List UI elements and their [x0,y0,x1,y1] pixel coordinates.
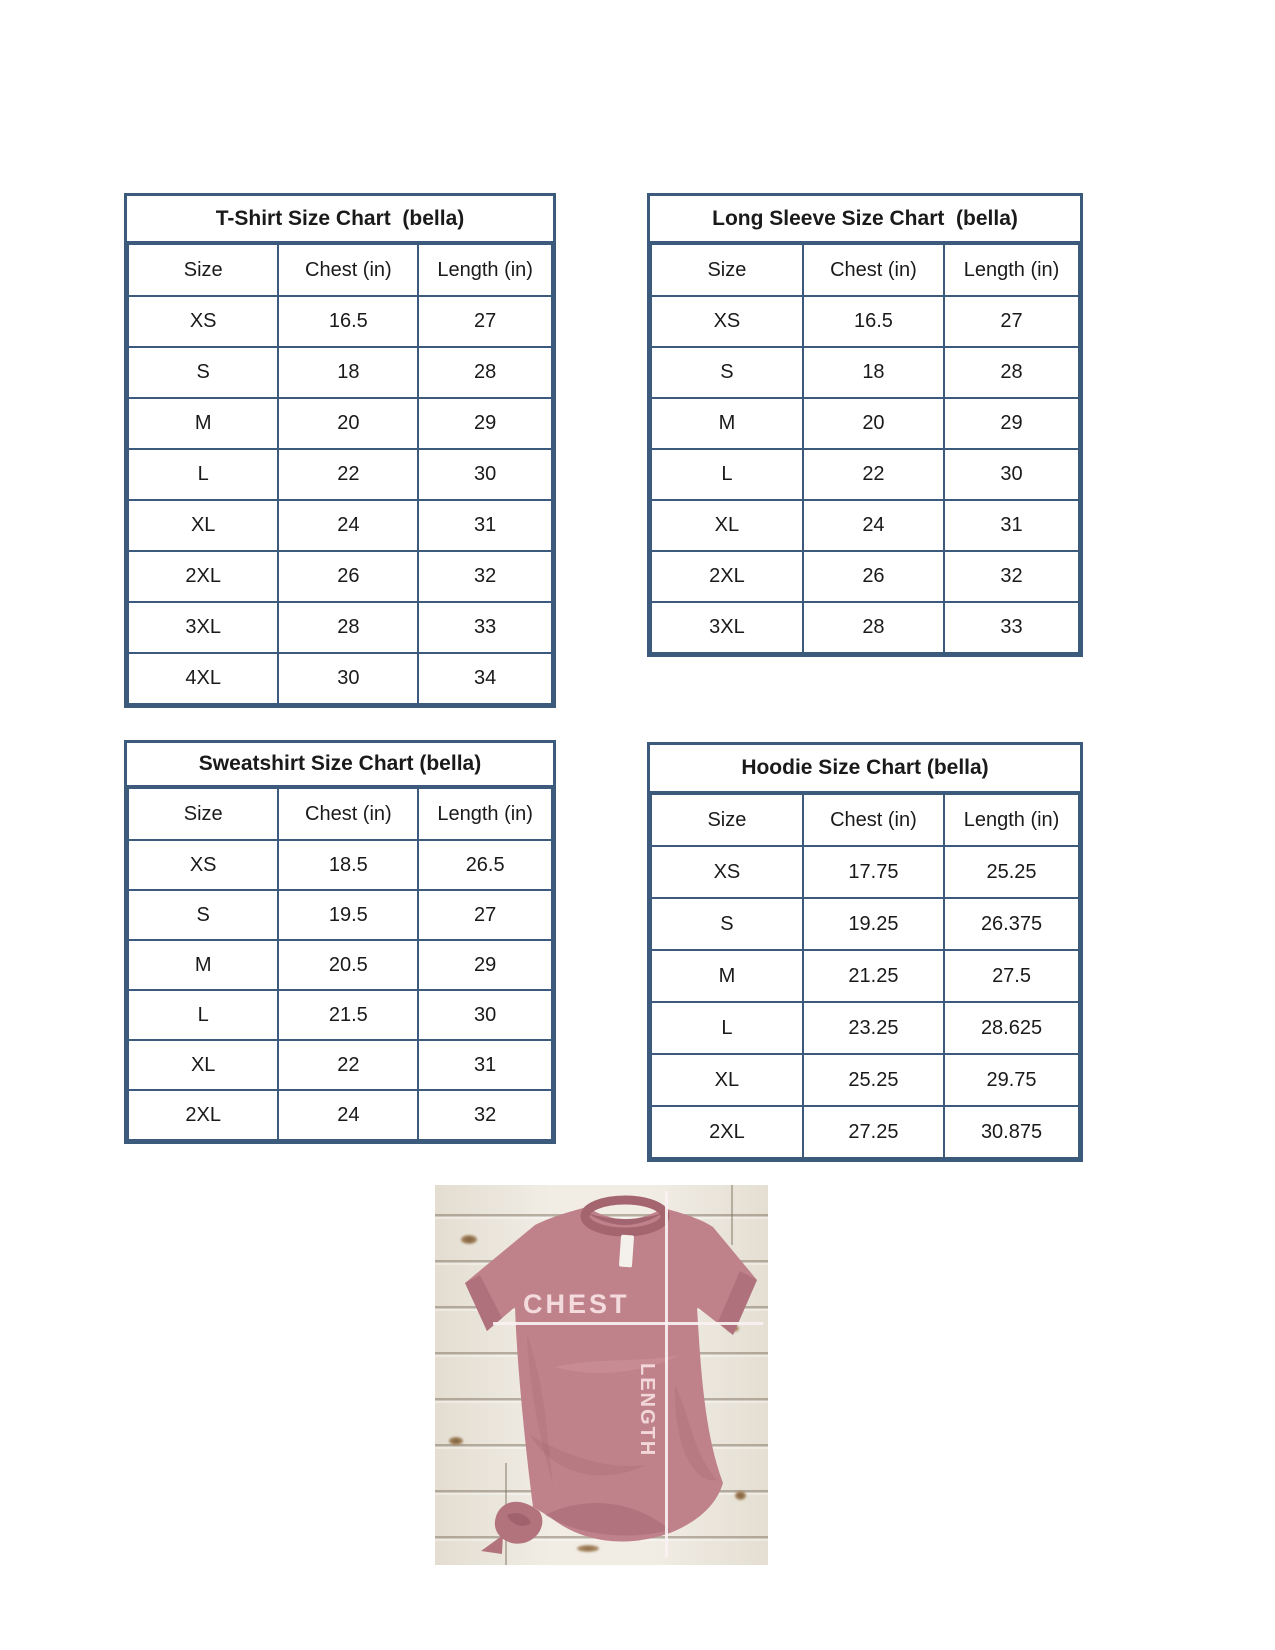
header-row [651,244,1079,296]
table-cell: 22 [803,449,944,500]
table-cell: 30 [278,653,418,704]
table-cell: 24 [803,500,944,551]
chest-measure-line [493,1322,763,1325]
column-header: Chest (in) [803,794,944,846]
table-cell: 26 [803,551,944,602]
length-measure-line [665,1191,668,1557]
table-cell: 32 [418,551,552,602]
table-cell: L [128,449,278,500]
table-row [128,551,552,602]
table-cell: 17.75 [803,846,944,898]
table-cell: 32 [944,551,1079,602]
table-row [128,1040,552,1090]
table-cell: 28 [944,347,1079,398]
table-row [651,449,1079,500]
table-title: Hoodie Size Chart (bella) [650,745,1080,793]
table-row [128,296,552,347]
table-title: Sweatshirt Size Chart (bella) [127,743,553,787]
table-cell: S [128,347,278,398]
table-cell: XS [128,296,278,347]
column-header: Chest (in) [278,788,418,840]
table-row [651,1054,1079,1106]
size-table-hoodie [647,742,1083,1162]
size-table-grid [650,243,1080,654]
table-cell: XL [651,1054,803,1106]
table-cell: 18.5 [278,840,418,890]
table-cell: L [651,1002,803,1054]
table-row [651,296,1079,347]
table-row [651,1002,1079,1054]
column-header: Chest (in) [278,244,418,296]
column-header: Size [128,788,278,840]
table-cell: 4XL [128,653,278,704]
table-cell: 28 [418,347,552,398]
column-header: Length (in) [418,244,552,296]
table-cell: L [128,990,278,1040]
table-cell: 22 [278,1040,418,1090]
table-cell: 33 [418,602,552,653]
chest-label: CHEST [523,1289,630,1319]
table-row [128,1090,552,1140]
table-cell: 31 [944,500,1079,551]
table-row [128,990,552,1040]
header-row [651,794,1079,846]
table-cell: 29 [418,398,552,449]
table-cell: XS [651,296,803,347]
table-cell: 19.25 [803,898,944,950]
table-cell: M [128,940,278,990]
table-cell: 18 [803,347,944,398]
size-table-grid [127,243,553,705]
table-cell: 30 [418,449,552,500]
table-title: T-Shirt Size Chart (bella) [127,196,553,243]
column-header: Length (in) [944,794,1079,846]
table-row [651,551,1079,602]
table-cell: 30.875 [944,1106,1079,1158]
table-row [128,602,552,653]
column-header: Length (in) [418,788,552,840]
table-cell: 26.5 [418,840,552,890]
table-cell: 27.5 [944,950,1079,1002]
table-cell: 19.5 [278,890,418,940]
column-header: Length (in) [944,244,1079,296]
table-cell: 22 [278,449,418,500]
table-row [651,950,1079,1002]
table-row [128,347,552,398]
table-cell: M [128,398,278,449]
table-cell: 29 [944,398,1079,449]
table-cell: 3XL [651,602,803,653]
table-cell: 24 [278,500,418,551]
table-cell: M [651,398,803,449]
size-table-grid [127,787,553,1141]
table-row [651,1106,1079,1158]
table-row [128,890,552,940]
table-cell: 28 [803,602,944,653]
table-cell: 18 [278,347,418,398]
size-table-grid [650,793,1080,1159]
table-cell: 2XL [651,1106,803,1158]
length-label: LENGTH [636,1363,658,1458]
table-cell: 33 [944,602,1079,653]
table-row [128,449,552,500]
table-cell: 24 [278,1090,418,1140]
table-row [651,398,1079,449]
table-cell: 20 [803,398,944,449]
table-row [128,940,552,990]
table-cell: 25.25 [944,846,1079,898]
size-table-tshirt [124,193,556,708]
header-row [128,244,552,296]
table-cell: 23.25 [803,1002,944,1054]
table-cell: XL [128,500,278,551]
table-row [651,500,1079,551]
table-row [128,840,552,890]
table-cell: XL [651,500,803,551]
table-cell: 34 [418,653,552,704]
table-cell: XS [651,846,803,898]
size-guide-photo [435,1185,768,1565]
column-header: Chest (in) [803,244,944,296]
table-cell: 30 [418,990,552,1040]
table-cell: 31 [418,500,552,551]
table-cell: L [651,449,803,500]
table-cell: 3XL [128,602,278,653]
table-title: Long Sleeve Size Chart (bella) [650,196,1080,243]
table-row [128,500,552,551]
table-cell: XS [128,840,278,890]
table-cell: 31 [418,1040,552,1090]
table-cell: 30 [944,449,1079,500]
table-row [651,602,1079,653]
table-cell: 20 [278,398,418,449]
column-header: Size [651,794,803,846]
table-cell: 29.75 [944,1054,1079,1106]
header-row [128,788,552,840]
table-cell: 27 [418,890,552,940]
column-header: Size [128,244,278,296]
table-cell: 16.5 [278,296,418,347]
tshirt-graphic [435,1185,768,1565]
table-cell: 25.25 [803,1054,944,1106]
table-row [651,347,1079,398]
column-header: Size [651,244,803,296]
table-cell: 2XL [128,551,278,602]
table-cell: 2XL [128,1090,278,1140]
table-cell: 26.375 [944,898,1079,950]
table-row [128,653,552,704]
table-row [128,398,552,449]
table-cell: 21.25 [803,950,944,1002]
table-row [651,846,1079,898]
size-table-longsleeve [647,193,1083,657]
table-cell: 21.5 [278,990,418,1040]
table-cell: 16.5 [803,296,944,347]
table-cell: 20.5 [278,940,418,990]
table-cell: M [651,950,803,1002]
table-cell: 27 [944,296,1079,347]
table-cell: 32 [418,1090,552,1140]
table-cell: 27.25 [803,1106,944,1158]
size-table-sweatshirt [124,740,556,1144]
table-cell: S [128,890,278,940]
table-cell: 28 [278,602,418,653]
table-cell: 28.625 [944,1002,1079,1054]
table-cell: 26 [278,551,418,602]
table-cell: 27 [418,296,552,347]
table-cell: S [651,347,803,398]
table-cell: 2XL [651,551,803,602]
table-cell: S [651,898,803,950]
table-cell: XL [128,1040,278,1090]
table-row [651,898,1079,950]
table-cell: 29 [418,940,552,990]
